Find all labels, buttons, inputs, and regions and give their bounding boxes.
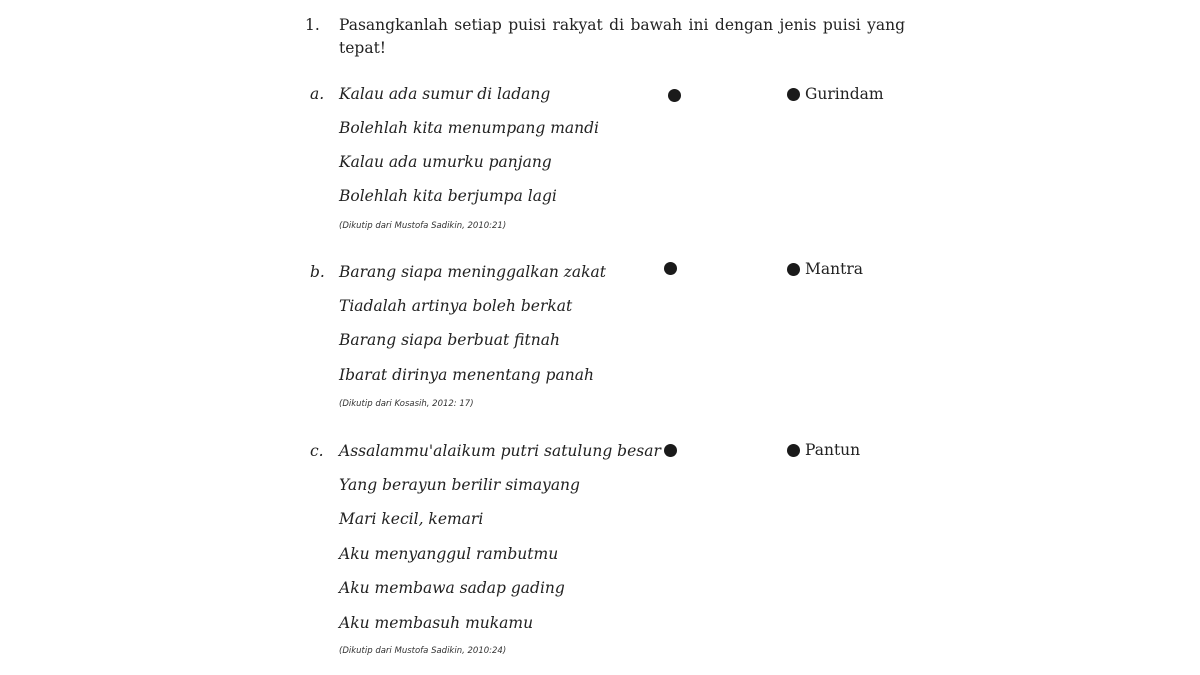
poem-line: Kalau ada sumur di ladang <box>339 85 551 103</box>
poem-line: Aku membawa sadap gading <box>339 579 565 597</box>
item-letter: a. <box>310 85 325 103</box>
poem-source: (Dikutip dari Kosasih, 2012: 17) <box>339 399 474 409</box>
match-dot-left-c[interactable] <box>664 444 677 457</box>
match-dot-right[interactable] <box>787 263 800 276</box>
item-letter: c. <box>310 442 324 460</box>
poem-line: Yang berayun berilir simayang <box>339 476 580 494</box>
item-letter: b. <box>310 263 325 281</box>
poem-line: Barang siapa meninggalkan zakat <box>339 263 607 281</box>
match-dot-left-b[interactable] <box>664 262 677 275</box>
poem-line: Bolehlah kita berjumpa lagi <box>339 187 557 205</box>
poem-source: (Dikutip dari Mustofa Sadikin, 2010:24) <box>339 646 507 656</box>
poem-line: Bolehlah kita menumpang mandi <box>339 119 600 137</box>
poem-source: (Dikutip dari Mustofa Sadikin, 2010:21) <box>339 221 507 231</box>
poem-line: Aku membasuh mukamu <box>339 614 534 632</box>
match-dot-right[interactable] <box>787 444 800 457</box>
match-dot-left-a[interactable] <box>668 89 681 102</box>
poem-line: Aku menyanggul rambutmu <box>339 545 559 563</box>
question-text: Pasangkanlah setiap puisi rakyat di bawah ini dengan jenis puisi yang tepat! <box>339 16 905 57</box>
option-label: Pantun <box>805 441 861 459</box>
poem-line: Kalau ada umurku panjang <box>339 153 552 171</box>
match-dot-right[interactable] <box>787 88 800 101</box>
poem-line: Barang siapa berbuat fitnah <box>339 331 560 349</box>
option-label: Gurindam <box>805 85 884 103</box>
poem-line: Tiadalah artinya boleh berkat <box>339 297 573 315</box>
poem-line: Mari kecil, kemari <box>339 510 484 528</box>
poem-line: Assalammu'alaikum putri satulung besar <box>339 442 661 460</box>
poem-line: Ibarat dirinya menentang panah <box>339 366 594 384</box>
option-label: Mantra <box>805 260 863 278</box>
question-number: 1. <box>305 16 320 34</box>
question <box>305 14 905 60</box>
